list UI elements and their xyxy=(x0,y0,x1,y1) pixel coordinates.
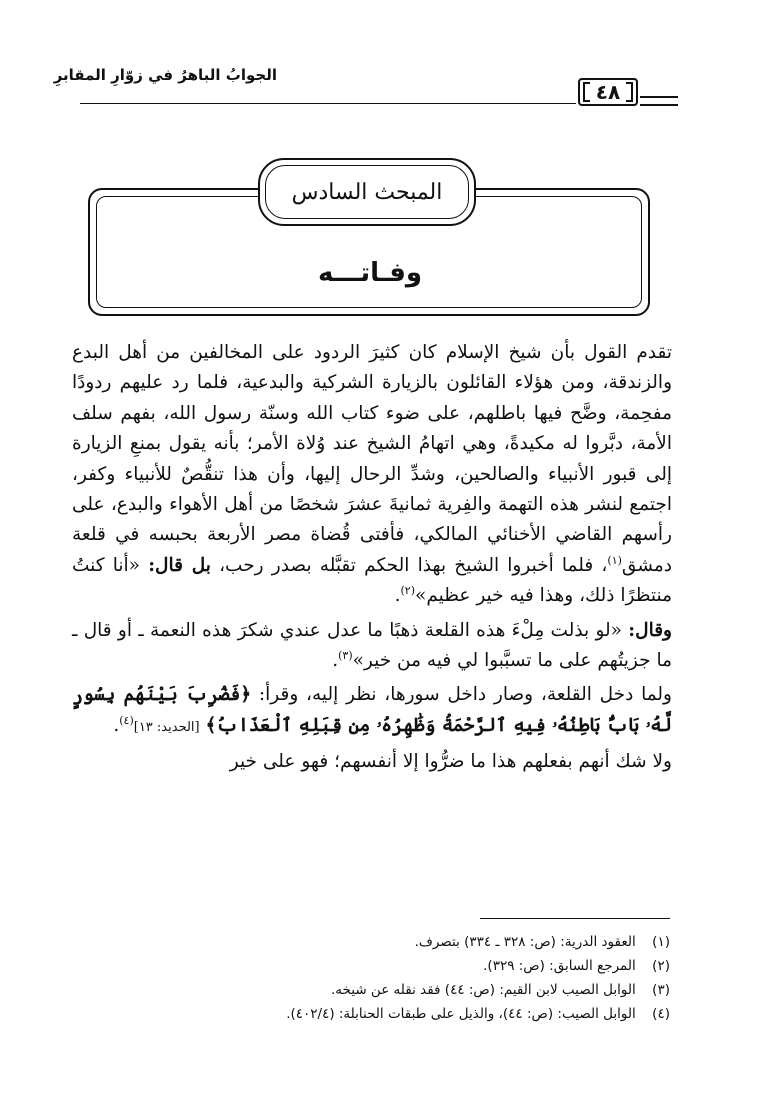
paragraph-2: وقال: «لو بذلت مِلْءَ هذه القلعة ذهبًا ما عدل عندي شكرَ هذه النعمة ـ أو قال ـ ما جزيتُهم على ما تسبَّبوا لي فيه من خير»$^{(٣)}$. xyxy=(72,619,672,672)
paragraph-1: تقدم القول بأن شيخ الإسلام كان كثيرَ الردود على المخالفين من أهل البدع والزندقة، ومن هؤلاء القائلون بالزيارة الشركية والبدعية، فلما رد عليهم ردودًا مفحِمة، وضَّح فيها باطلهم، على ضوء كتاب الله وسنّة رسول الله، بفهم سلف الأمة، دبَّروا له مكيدةً، وهي اتهامُ الشيخ عند وُلاة الأمر؛ بأنه يقول بمنعِ الزيارة إلى قبور الأنبياء والصالحين، وشدِّ الرحال إليها، وأن هذا تنقُّصٌ للأنبياء وكفر، اجتمع لنشر هذه التهمة والفِرية ثمانيةَ عشرَ شخصًا من أهل الأهواء والبدع، على رأسهم القاضي الأخنائي المالكي، فأفتى قُضاة مصر الأربعة بحبسه في قلعة دمشق$^{(١)}$، فلما أخبروا الشيخ بهذا الحكم تقبَّله بصدر رحب، بل قال: «أنا كنتُ منتظرًا ذلك، وهذا فيه خير عظيم»$^{(٢)}$. xyxy=(72,342,672,607)
footnote-text: الوابل الصيب لابن القيم: (ص: ٤٤) فقد نقله عن شيخه. xyxy=(331,982,636,998)
paragraph-1-quote: «أنا كنتُ منتظرًا ذلك، وهذا فيه خير عظيم» xyxy=(72,554,672,607)
footnote-text: الوابل الصيب: (ص: ٤٤)، والذيل على طبقات الحنابلة: (٤٠٢/٤). xyxy=(286,1006,636,1022)
header-double-rule xyxy=(640,96,678,106)
chapter-title: وفـاتـــه xyxy=(317,258,423,288)
footnote-4 xyxy=(150,1002,670,1026)
footnote-1 xyxy=(150,930,670,954)
paragraph-1-text: تقدم القول بأن شيخ الإسلام كان كثيرَ الردود على المخالفين من أهل البدع والزندقة، ومن هؤلاء القائلون بالزيارة الشركية والبدعية، فلما رد عليهم ردودًا مفحِمة، وضَّح فيها باطلهم، على ضوء كتاب الله وسنّة رسول الله، بفهم سلف الأمة، دبَّروا له مكيدةً، وهي اتهامُ الشيخ عند وُلاة الأمر؛ بأنه يقول بمنعِ الزيارة إلى قبور الأنبياء والصالحين، وشدِّ الرحال إليها، وأن هذا تنقُّصٌ للأنبياء وكفر، اجتمع لنشر هذه التهمة والفِرية ثمانيةَ عشرَ شخصًا من أهل الأهواء والبدع، على رأسهم القاضي الأخنائي المالكي، فأفتى قُضاة مصر الأربعة بحبسه في قلعة دمشق xyxy=(72,342,672,576)
footnotes xyxy=(150,930,670,1026)
running-title: الجوابُ الباهرُ في زوّارِ المقابرِ xyxy=(53,66,277,84)
footnote-ref-3[interactable]: (٣) xyxy=(338,648,353,662)
paragraph-1-cont: ، فلما أخبروا الشيخ بهذا الحكم تقبَّله بصدر رحب، xyxy=(219,554,608,576)
footnote-number: (٣) xyxy=(652,982,670,998)
footnote-rule xyxy=(480,918,670,919)
footnote-number: (٤) xyxy=(652,1006,670,1022)
footnote-number: (١) xyxy=(652,934,670,950)
paragraph-2-text: «لو بذلت مِلْءَ هذه القلعة ذهبًا ما عدل عندي شكرَ هذه النعمة ـ أو قال ـ ما جزيتُهم على ما تسبَّبوا لي فيه من خير» xyxy=(72,619,672,672)
page-number-text: ٤٨ xyxy=(595,80,621,104)
footnote-number: (٢) xyxy=(652,958,670,974)
footnote-ref-2[interactable]: (٢) xyxy=(400,584,416,598)
section-label: المبحث السادس xyxy=(265,165,469,219)
footnote-2 xyxy=(150,954,670,978)
verse-reference: [الحديد: ١٣] xyxy=(133,719,200,735)
footnote-ref-4[interactable]: (٤) xyxy=(119,713,134,727)
paragraph-4-text: ولا شك أنهم بفعلهم هذا ما ضرُّوا إلا أنفسهم؛ فهو على خير xyxy=(229,751,672,773)
paragraph-4 xyxy=(72,747,672,777)
paragraph-1-bold: بل قال: xyxy=(148,554,211,576)
footnote-ref-1[interactable]: (١) xyxy=(607,553,622,567)
body-text xyxy=(72,338,672,778)
paragraph-2-bold: وقال: xyxy=(628,619,672,641)
page-number xyxy=(578,78,638,106)
footnote-text: العقود الدرية: (ص: ٣٢٨ ـ ٣٣٤) بتصرف. xyxy=(414,934,636,950)
header-rule xyxy=(80,103,576,104)
paragraph-3: ولما دخل القلعة، وصار داخل سورها، نظر إليه، وقرأ: ﴿فَضُرِبَ بَيْنَهُم بِسُورٍ لَّهُۥ بَابٌۢ بَاطِنُهُۥ فِيهِ ٱلرَّحْمَةُ وَظَٰهِرُهُۥ مِن قِبَلِهِ ٱلْعَذَابُ﴾ [الحديد: ١٣]$^{(٤)}$. xyxy=(72,684,672,736)
footnote-text: المرجع السابق: (ص: ٣٢٩). xyxy=(483,958,636,974)
paragraph-3-text: ولما دخل القلعة، وصار داخل سورها، نظر إليه، وقرأ: xyxy=(258,684,672,706)
quran-verse: ﴿فَضُرِبَ بَيْنَهُم بِسُورٍ لَّهُۥ بَابٌۢ بَاطِنُهُۥ فِيهِ ٱلرَّحْمَةُ وَظَٰهِرُهُۥ مِن قِبَلِهِ ٱلْعَذَابُ﴾ xyxy=(72,684,672,736)
footnote-3 xyxy=(150,978,670,1002)
